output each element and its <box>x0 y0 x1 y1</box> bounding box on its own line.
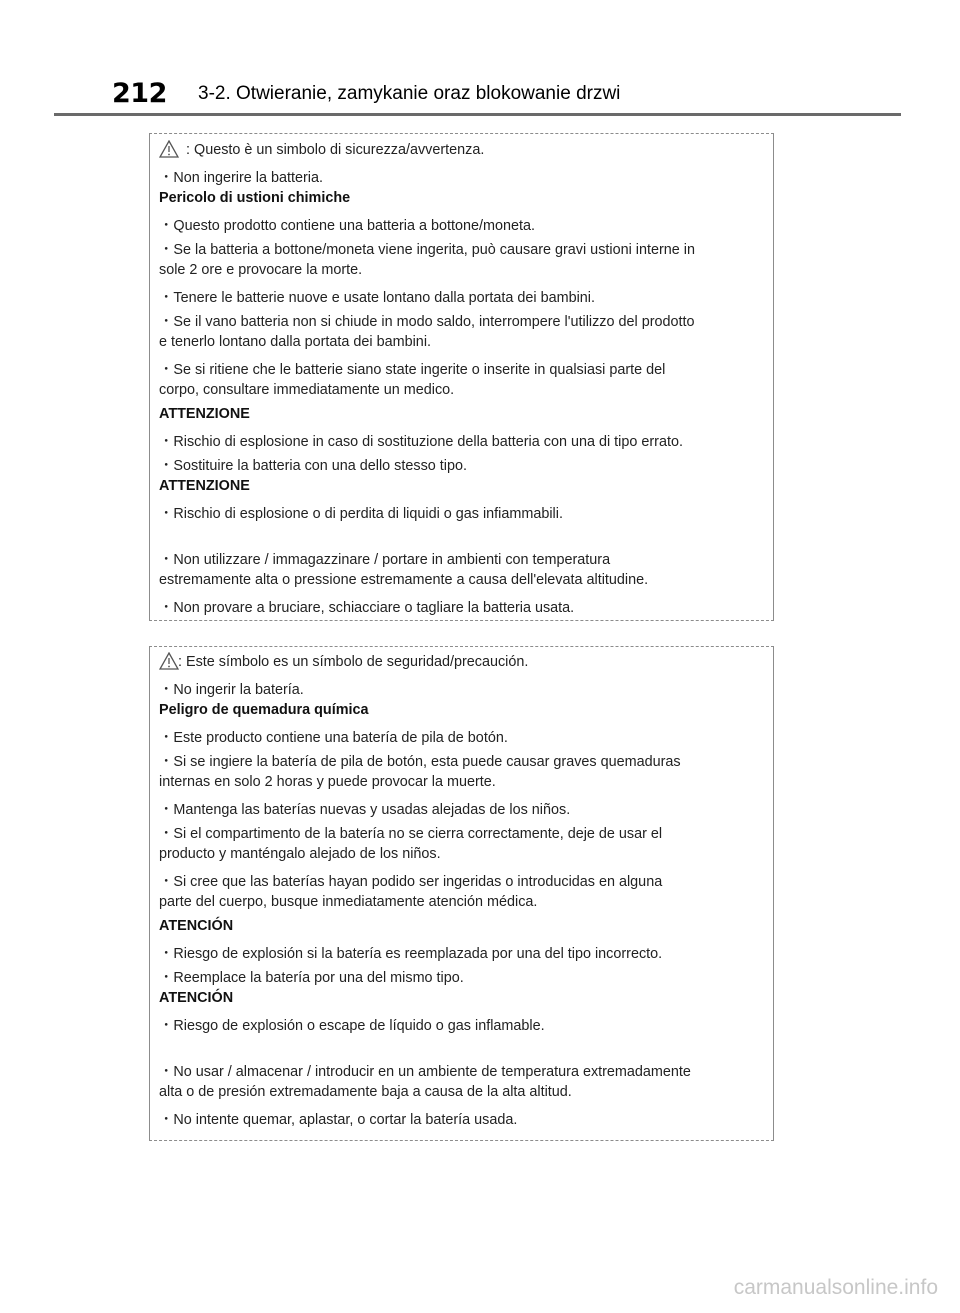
page-number: 212 <box>112 78 167 109</box>
notice-line: ・Non ingerire la batteria. <box>159 170 323 186</box>
notice-heading: ATENCIÓN <box>159 990 234 1006</box>
notice-line: alta o de presión extremadamente baja a causa de la alta altitud. <box>159 1084 572 1100</box>
notice-line: ・Riesgo de explosión si la batería es reemplazada por una del tipo incorrecto. <box>159 946 663 962</box>
notice-heading: ATTENZIONE <box>159 478 250 494</box>
notice-line: ・Mantenga las baterías nuevas y usadas alejadas de los niños. <box>159 802 571 818</box>
warning-triangle-icon <box>159 652 179 670</box>
notice-line: ・Se la batteria a bottone/moneta viene ingerita, può causare gravi ustioni interne in <box>159 242 695 258</box>
notice-line: ・Rischio di esplosione o di perdita di liquidi o gas infiammabili. <box>159 506 563 522</box>
warning-triangle-icon <box>159 140 179 158</box>
notice-line: producto y manténgalo alejado de los niños. <box>159 846 441 862</box>
page-header <box>0 78 960 114</box>
notice-line: ・No usar / almacenar / introducir en un ambiente de temperatura extremadamente <box>159 1064 691 1080</box>
notice-line: parte del cuerpo, busque inmediatamente atención médica. <box>159 894 538 910</box>
notice-line: internas en solo 2 horas y puede provocar la muerte. <box>159 774 496 790</box>
notice-line: ・Si el compartimento de la batería no se cierra correctamente, deje de usar el <box>159 826 663 842</box>
header-rule <box>54 113 901 116</box>
spanish-safety-notice <box>149 646 774 1141</box>
notice-line: ・Este producto contiene una batería de pila de botón. <box>159 730 508 746</box>
notice-line: e tenerlo lontano dalla portata dei bambini. <box>159 334 432 350</box>
notice-line: ・Non provare a bruciare, schiacciare o tagliare la batteria usata. <box>159 600 575 616</box>
notice-heading: ATTENZIONE <box>159 406 250 422</box>
notice-line: sole 2 ore e provocare la morte. <box>159 262 363 278</box>
notice-line: ・Riesgo de explosión o escape de líquido o gas inflamable. <box>159 1018 545 1034</box>
notice-line: ・Questo prodotto contiene una batteria a bottone/moneta. <box>159 218 536 234</box>
notice-line: ・Se il vano batteria non si chiude in modo saldo, interrompere l'utilizzo del prodotto <box>159 314 695 330</box>
notice-line: ・Rischio di esplosione in caso di sostituzione della batteria con una di tipo errato. <box>159 434 683 450</box>
notice-line: : Este símbolo es un símbolo de seguridad/precaución. <box>178 654 529 670</box>
chapter-title: 3-2. Otwieranie, zamykanie oraz blokowanie drzwi <box>198 83 621 104</box>
notice-line: ・Non utilizzare / immagazzinare / portare in ambienti con temperatura <box>159 552 611 568</box>
notice-line: : Questo è un simbolo di sicurezza/avvertenza. <box>186 142 485 158</box>
notice-heading: Pericolo di ustioni chimiche <box>159 190 351 206</box>
notice-line: ・Tenere le batterie nuove e usate lontano dalla portata dei bambini. <box>159 290 596 306</box>
italian-safety-notice <box>149 133 774 621</box>
notice-line: ・Sostituire la batteria con una dello stesso tipo. <box>159 458 467 474</box>
notice-line: ・No intente quemar, aplastar, o cortar la batería usada. <box>159 1112 518 1128</box>
site-watermark: carmanualsonline.info <box>733 1276 938 1299</box>
notice-line: estremamente alta o pressione estremamente a causa dell'elevata altitudine. <box>159 572 649 588</box>
notice-line: ・Reemplace la batería por una del mismo tipo. <box>159 970 464 986</box>
notice-line: corpo, consultare immediatamente un medico. <box>159 382 455 398</box>
notice-line: ・No ingerir la batería. <box>159 682 304 698</box>
notice-heading: Peligro de quemadura química <box>159 702 369 718</box>
notice-line: ・Si se ingiere la batería de pila de botón, esta puede causar graves quemaduras <box>159 754 681 770</box>
notice-line: ・Si cree que las baterías hayan podido ser ingeridas o introducidas en alguna <box>159 874 663 890</box>
notice-heading: ATENCIÓN <box>159 918 234 934</box>
notice-line: ・Se si ritiene che le batterie siano state ingerite o inserite in qualsiasi parte del <box>159 362 666 378</box>
